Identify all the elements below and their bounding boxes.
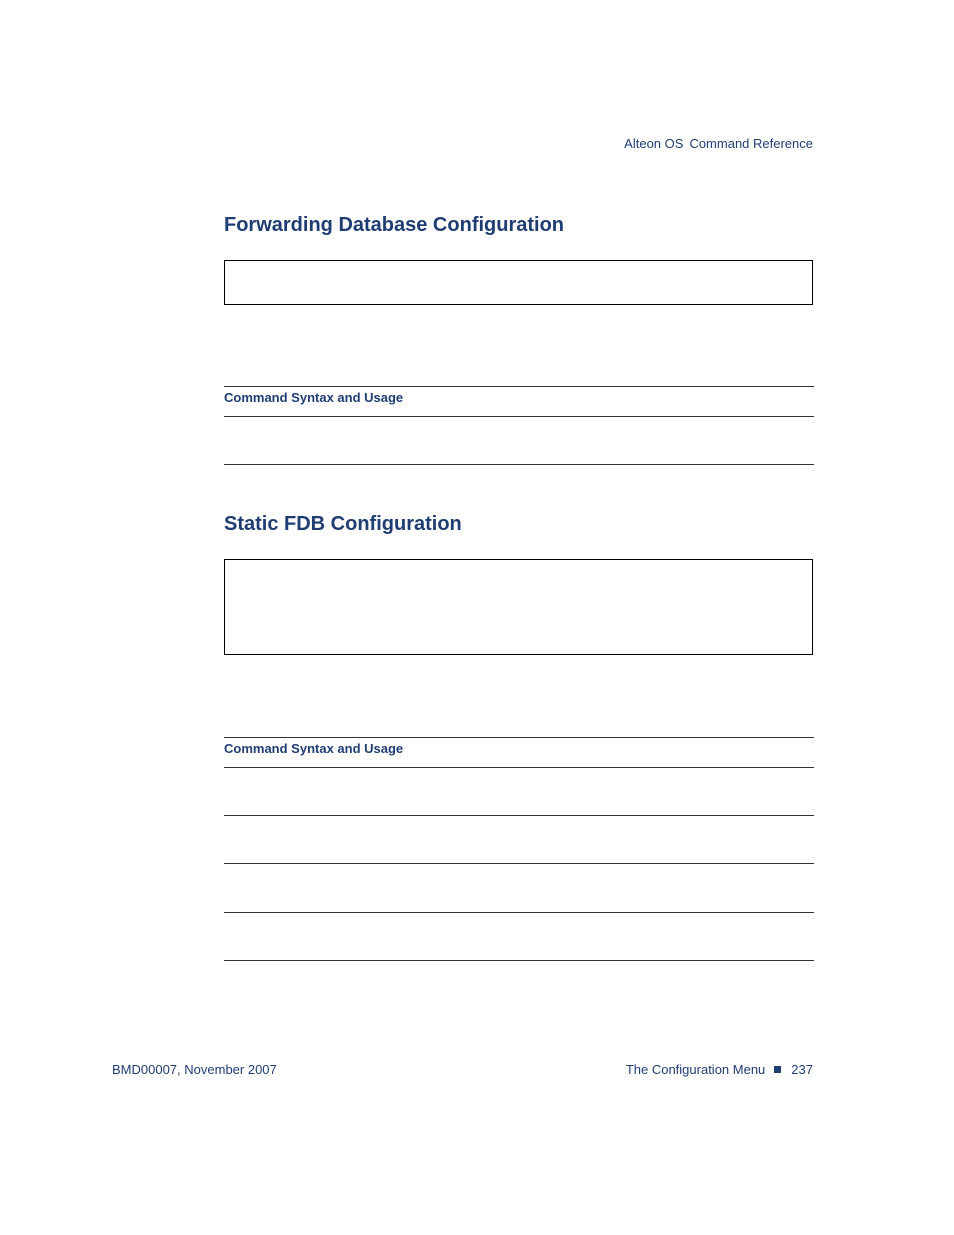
table-header-forwarding-database: Command Syntax and Usage bbox=[224, 390, 404, 405]
square-bullet-icon bbox=[774, 1066, 781, 1073]
table-row-rule bbox=[224, 960, 814, 961]
header-doc-title: Command Reference bbox=[689, 136, 813, 151]
table-header-rule bbox=[224, 416, 814, 417]
table-header-static-fdb: Command Syntax and Usage bbox=[224, 741, 404, 756]
footer-doc-id: BMD00007, November 2007 bbox=[112, 1062, 277, 1077]
menu-box-forwarding-database bbox=[224, 260, 813, 305]
table-row-rule bbox=[224, 464, 814, 465]
menu-box-static-fdb bbox=[224, 559, 813, 655]
table-header-rule bbox=[224, 767, 814, 768]
header-product: Alteon OS bbox=[624, 136, 684, 151]
section-title-forwarding-database: Forwarding Database Configuration bbox=[224, 214, 565, 236]
footer-chapter: The Configuration Menu bbox=[625, 1062, 766, 1077]
table-row-rule bbox=[224, 863, 814, 864]
table-row-rule bbox=[224, 912, 814, 913]
table-row-rule bbox=[224, 815, 814, 816]
table-top-rule bbox=[224, 737, 814, 738]
footer-page-info bbox=[626, 1062, 813, 1077]
section-title-static-fdb: Static FDB Configuration bbox=[224, 513, 462, 535]
running-header bbox=[624, 136, 813, 151]
table-top-rule bbox=[224, 386, 814, 387]
footer-page-number: 237 bbox=[791, 1062, 813, 1077]
